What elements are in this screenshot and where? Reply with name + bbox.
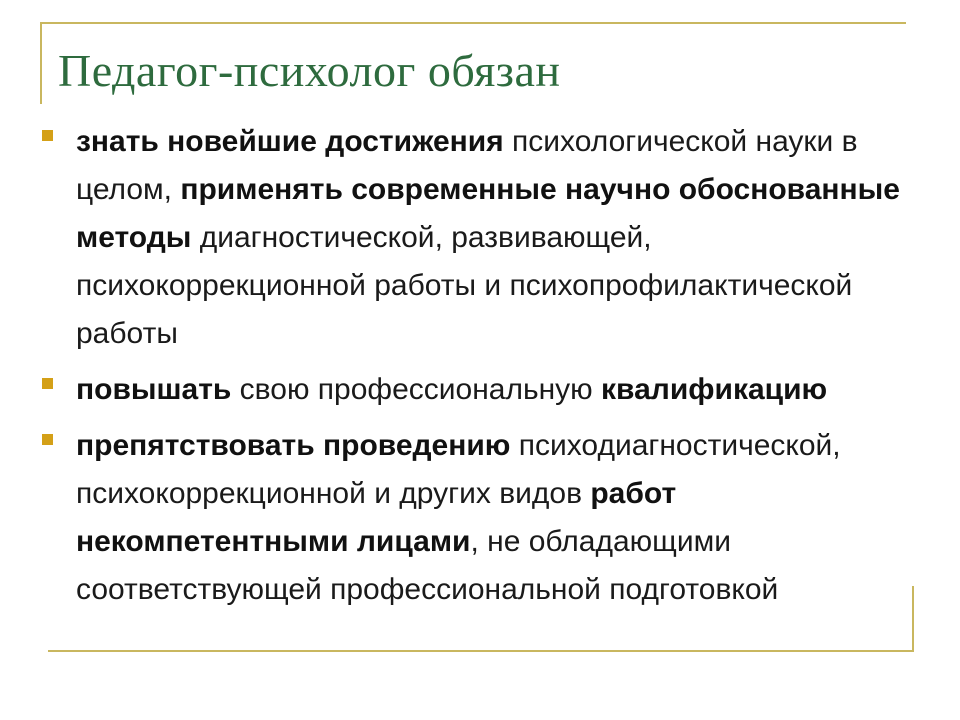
square-bullet-icon	[42, 378, 53, 389]
slide-title: Педагог-психолог обязан	[58, 45, 561, 96]
bullet-text	[76, 366, 922, 414]
bullet-item-3	[42, 422, 922, 614]
frame-top-line	[40, 22, 906, 24]
bullet-item-1	[42, 118, 922, 358]
text-segment: , не обладающими соответствующей профессиональной подготовкой	[76, 525, 779, 606]
bold-segment: повышать	[76, 373, 232, 406]
bold-segment: работ некомпетентными лицами	[76, 477, 677, 558]
text-segment: психологической науки в целом,	[76, 125, 858, 206]
bold-segment: препятствовать проведению	[76, 429, 511, 462]
text-segment: психодиагностической, психокоррекционной и других видов	[76, 429, 841, 510]
bold-segment: знать новейшие достижения	[76, 125, 504, 158]
bullet-text	[76, 118, 922, 358]
frame-bottom-line	[48, 650, 914, 652]
text-segment: диагностической, развивающей, психокоррекционной работы и психопрофилактической работы	[76, 221, 853, 350]
text-segment: свою профессиональную	[231, 373, 602, 406]
square-bullet-icon	[42, 130, 53, 141]
bold-segment: применять современные научно обоснованные методы	[76, 173, 900, 254]
bold-segment: квалификацию	[601, 373, 828, 406]
bullet-list	[42, 118, 922, 622]
frame-left-line	[40, 22, 42, 104]
square-bullet-icon	[42, 434, 53, 445]
bullet-text	[76, 422, 922, 614]
bullet-item-2	[42, 366, 922, 414]
